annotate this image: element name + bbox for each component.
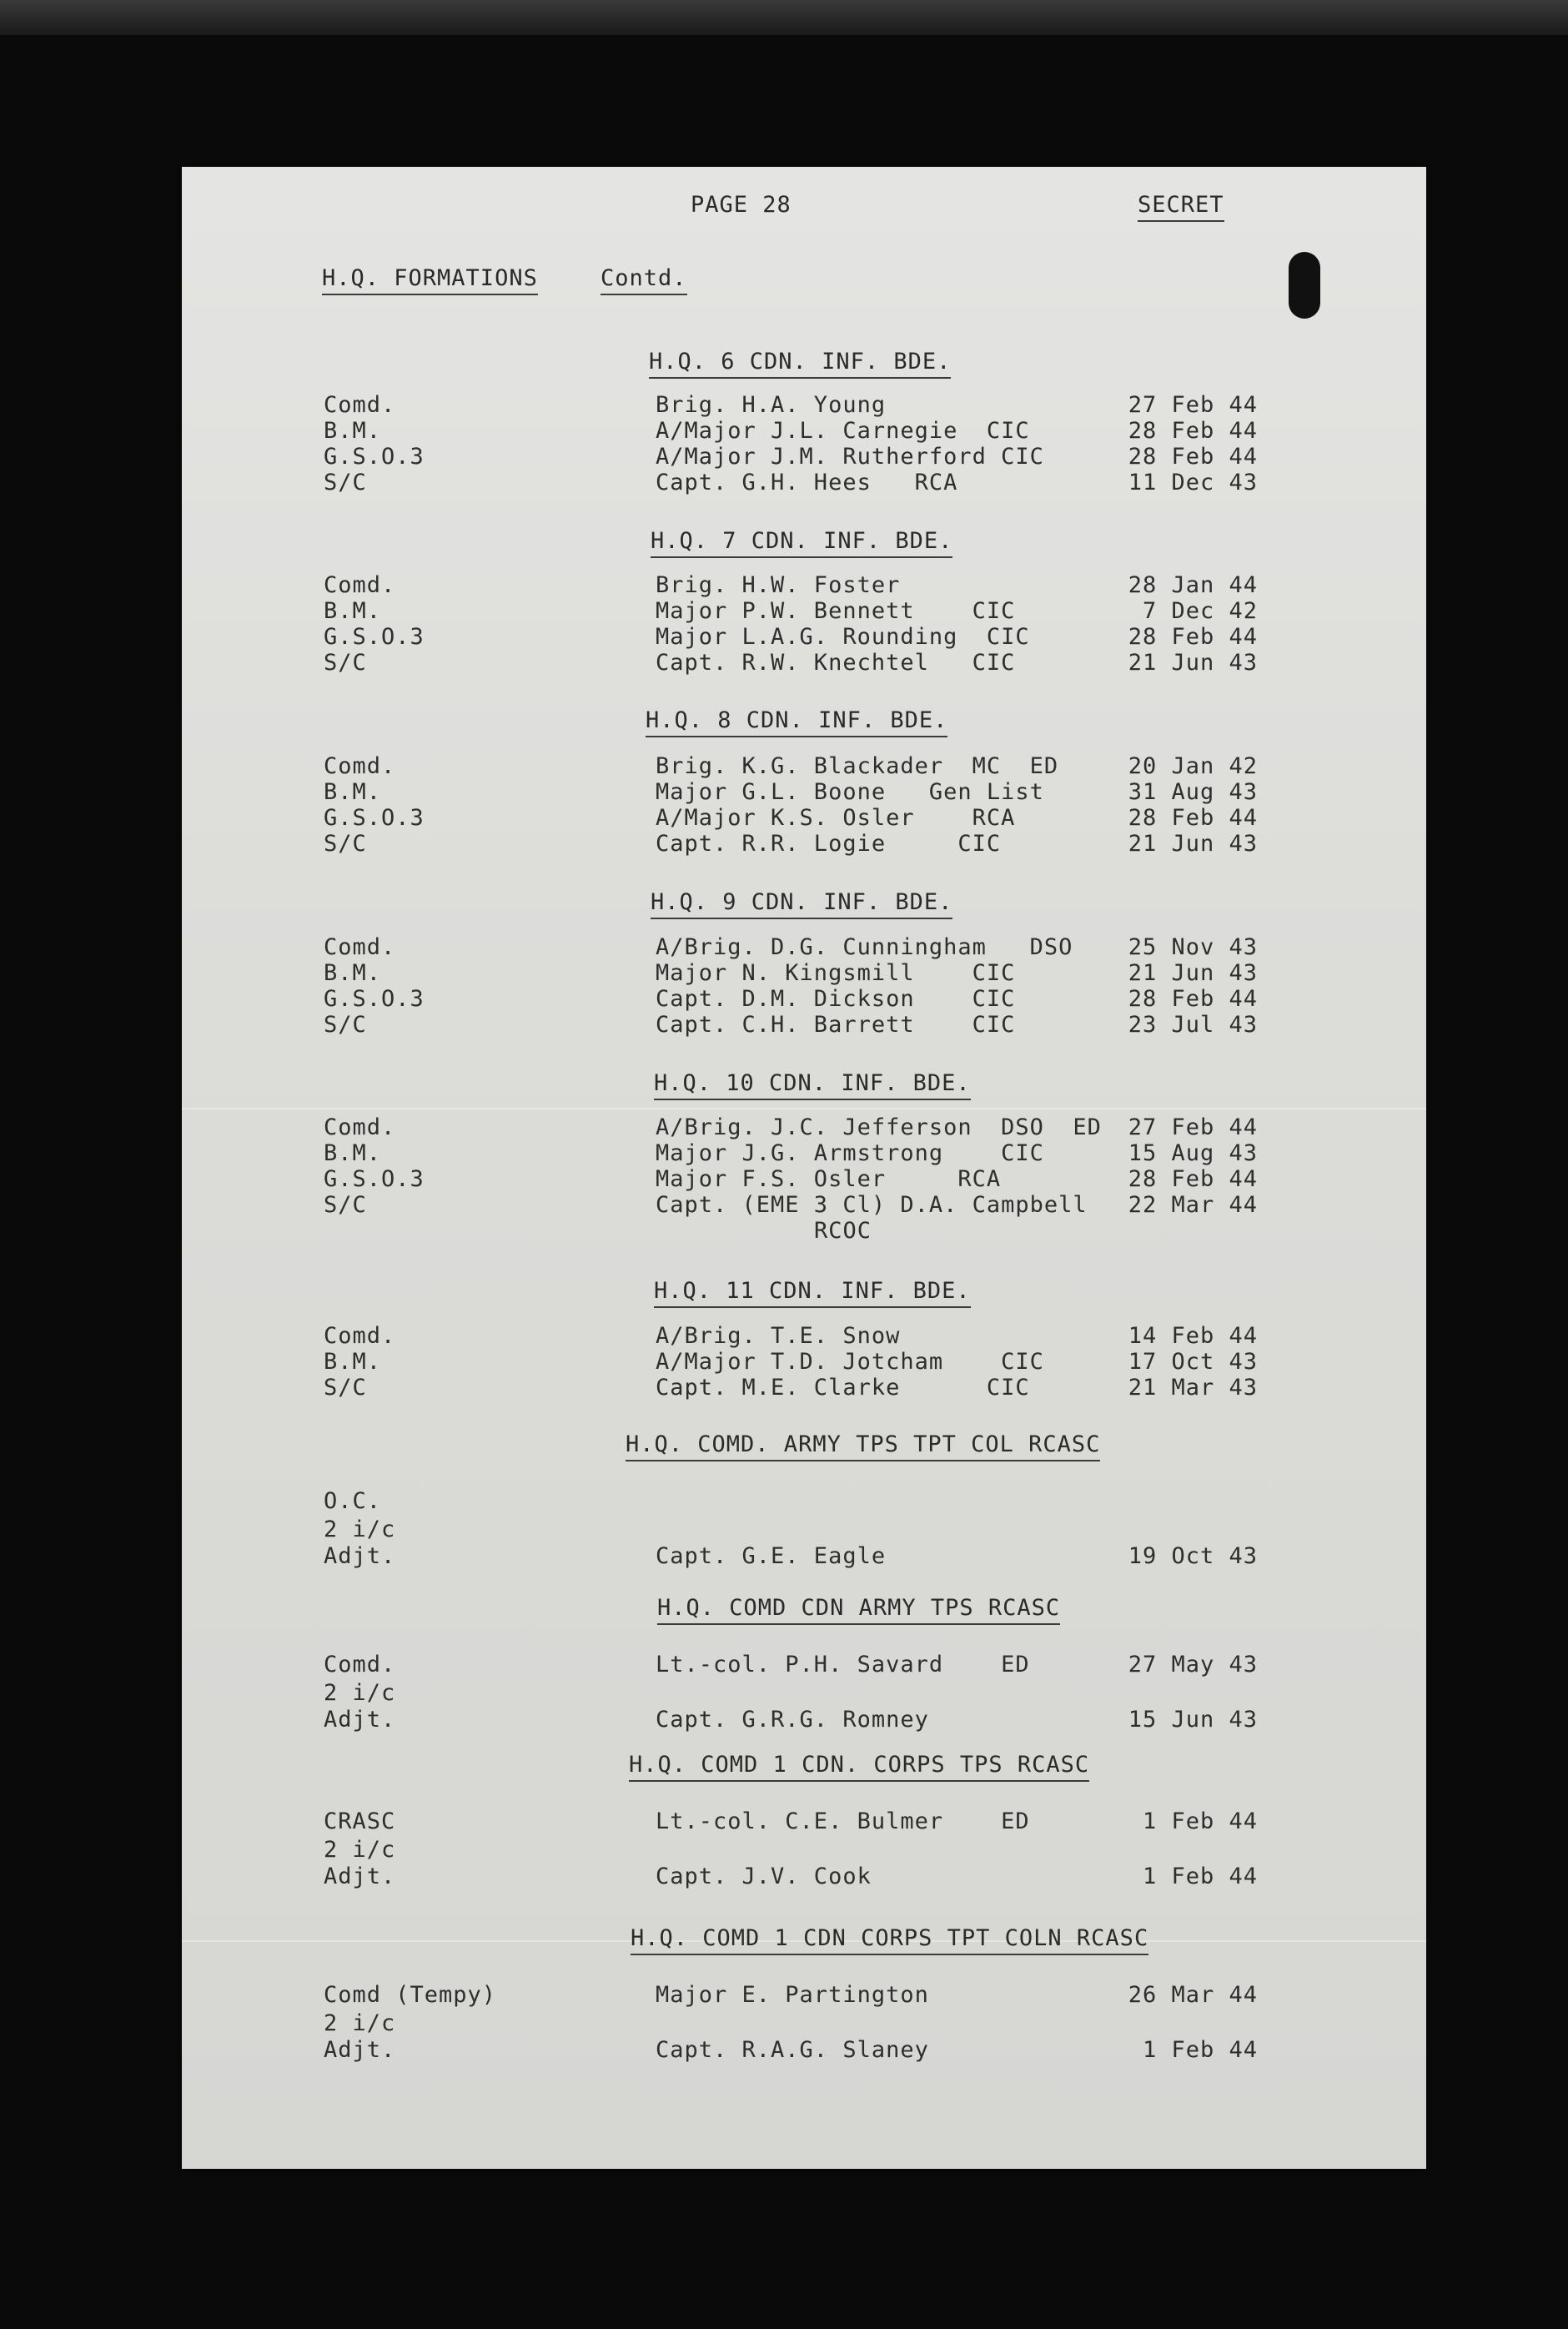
appointment-label: B.M. xyxy=(324,1140,382,1166)
appointment-date: 31 Aug 43 xyxy=(1128,779,1258,805)
appointment-label: G.S.O.3 xyxy=(324,1166,425,1192)
appointment-date: 28 Feb 44 xyxy=(1128,418,1258,444)
appointment-date: 28 Feb 44 xyxy=(1128,1166,1258,1192)
officer-name: Major P.W. Bennett CIC xyxy=(656,598,1016,624)
officer-name: Major F.S. Osler RCA xyxy=(656,1166,1002,1192)
scan-top-edge xyxy=(0,0,1568,35)
appointment-label: O.C. xyxy=(324,1488,382,1514)
appointment-date: 23 Jul 43 xyxy=(1128,1012,1258,1038)
appointment-label: Comd. xyxy=(324,1323,396,1349)
appointment-label: Comd (Tempy) xyxy=(324,1982,497,2008)
appointment-label: 2 i/c xyxy=(324,1837,396,1863)
appointment-label: Comd. xyxy=(324,934,396,960)
appointment-label: B.M. xyxy=(324,1349,382,1375)
appointment-date: 7 Dec 42 xyxy=(1142,598,1258,624)
appointment-label: Comd. xyxy=(324,753,396,779)
classification-label: SECRET xyxy=(1138,192,1224,222)
officer-name: Brig. H.W. Foster xyxy=(656,572,901,598)
appointment-date: 21 Jun 43 xyxy=(1128,960,1258,986)
appointment-label: B.M. xyxy=(324,598,382,624)
officer-name: Brig. H.A. Young xyxy=(656,392,887,418)
officer-name: Capt. G.H. Hees RCA xyxy=(656,470,958,495)
appointment-date: 17 Oct 43 xyxy=(1128,1349,1258,1375)
appointment-date: 28 Feb 44 xyxy=(1128,624,1258,650)
page-number: PAGE 28 xyxy=(691,192,792,218)
officer-name: Brig. K.G. Blackader MC ED xyxy=(656,753,1059,779)
officer-name: Major L.A.G. Rounding CIC xyxy=(656,624,1030,650)
officer-name: Major J.G. Armstrong CIC xyxy=(656,1140,1044,1166)
appointment-date: 27 May 43 xyxy=(1128,1652,1258,1678)
appointment-label: G.S.O.3 xyxy=(324,805,425,831)
officer-name: A/Major J.L. Carnegie CIC xyxy=(656,418,1030,444)
officer-name: Capt. D.M. Dickson CIC xyxy=(656,986,1016,1012)
appointment-label: 2 i/c xyxy=(324,1517,396,1542)
block-heading: H.Q. 11 CDN. INF. BDE. xyxy=(654,1278,971,1308)
appointment-label: Comd. xyxy=(324,1114,396,1140)
appointment-date: 15 Aug 43 xyxy=(1128,1140,1258,1166)
appointment-date: 25 Nov 43 xyxy=(1128,934,1258,960)
appointment-date: 27 Feb 44 xyxy=(1128,392,1258,418)
block-heading: H.Q. 8 CDN. INF. BDE. xyxy=(646,707,947,737)
officer-name: Capt. M.E. Clarke CIC xyxy=(656,1375,1030,1401)
officer-name: Lt.-col. C.E. Bulmer ED xyxy=(656,1808,1030,1834)
appointment-date: 28 Feb 44 xyxy=(1128,805,1258,831)
officer-name: A/Brig. T.E. Snow xyxy=(656,1323,901,1349)
appointment-label: Comd. xyxy=(324,392,396,418)
appointment-date: 20 Jan 42 xyxy=(1128,753,1258,779)
appointment-label: 2 i/c xyxy=(324,1680,396,1706)
officer-name: Major N. Kingsmill CIC xyxy=(656,960,1016,986)
appointment-label: B.M. xyxy=(324,779,382,805)
appointment-date: 22 Mar 44 xyxy=(1128,1192,1258,1218)
appointment-date: 28 Feb 44 xyxy=(1128,444,1258,470)
appointment-label: Adjt. xyxy=(324,1543,396,1569)
block-heading: H.Q. 10 CDN. INF. BDE. xyxy=(654,1070,971,1100)
appointment-label: S/C xyxy=(324,1375,367,1401)
officer-name: A/Brig. J.C. Jefferson DSO ED xyxy=(656,1114,1102,1140)
appointment-label: S/C xyxy=(324,831,367,857)
appointment-label: 2 i/c xyxy=(324,2010,396,2036)
appointment-label: S/C xyxy=(324,470,367,495)
appointment-date: 28 Jan 44 xyxy=(1128,572,1258,598)
block-heading: H.Q. COMD. ARMY TPS TPT COL RCASC xyxy=(626,1431,1100,1461)
appointment-date: 19 Oct 43 xyxy=(1128,1543,1258,1569)
block-heading: H.Q. 7 CDN. INF. BDE. xyxy=(651,528,952,558)
appointment-date: 27 Feb 44 xyxy=(1128,1114,1258,1140)
officer-name: Major E. Partington xyxy=(656,1982,929,2008)
officer-name: A/Major T.D. Jotcham CIC xyxy=(656,1349,1044,1375)
block-heading: H.Q. 9 CDN. INF. BDE. xyxy=(651,889,952,919)
block-heading: H.Q. COMD 1 CDN CORPS TPT COLN RCASC xyxy=(631,1925,1148,1955)
appointment-date: 1 Feb 44 xyxy=(1142,1808,1258,1834)
officer-name: Capt. G.E. Eagle xyxy=(656,1543,887,1569)
appointment-date: 11 Dec 43 xyxy=(1128,470,1258,495)
officer-name: Capt. R.R. Logie CIC xyxy=(656,831,1002,857)
appointment-date: 21 Jun 43 xyxy=(1128,650,1258,676)
officer-name: Capt. R.A.G. Slaney xyxy=(656,2037,929,2063)
fold-crease xyxy=(182,1108,1426,1109)
appointment-label: G.S.O.3 xyxy=(324,444,425,470)
appointment-date: 28 Feb 44 xyxy=(1128,986,1258,1012)
appointment-label: S/C xyxy=(324,1192,367,1218)
section-title: H.Q. FORMATIONS xyxy=(322,265,538,295)
appointment-label: Adjt. xyxy=(324,1864,396,1889)
block-heading: H.Q. COMD CDN ARMY TPS RCASC xyxy=(657,1595,1060,1625)
appointment-label: B.M. xyxy=(324,418,382,444)
officer-name: RCOC xyxy=(814,1218,872,1244)
officer-name: Major G.L. Boone Gen List xyxy=(656,779,1044,805)
officer-name: Lt.-col. P.H. Savard ED xyxy=(656,1652,1030,1678)
appointment-label: S/C xyxy=(324,650,367,676)
officer-name: Capt. (EME 3 Cl) D.A. Campbell xyxy=(656,1192,1088,1218)
appointment-label: Adjt. xyxy=(324,2037,396,2063)
block-heading: H.Q. 6 CDN. INF. BDE. xyxy=(649,349,951,379)
punch-hole-mark xyxy=(1289,252,1320,319)
appointment-date: 15 Jun 43 xyxy=(1128,1707,1258,1733)
appointment-date: 26 Mar 44 xyxy=(1128,1982,1258,2008)
appointment-label: B.M. xyxy=(324,960,382,986)
officer-name: Capt. R.W. Knechtel CIC xyxy=(656,650,1016,676)
officer-name: A/Brig. D.G. Cunningham DSO xyxy=(656,934,1073,960)
appointment-label: G.S.O.3 xyxy=(324,624,425,650)
block-heading: H.Q. COMD 1 CDN. CORPS TPS RCASC xyxy=(629,1752,1089,1782)
appointment-date: 21 Jun 43 xyxy=(1128,831,1258,857)
appointment-label: Comd. xyxy=(324,572,396,598)
officer-name: Capt. J.V. Cook xyxy=(656,1864,872,1889)
document-page xyxy=(182,167,1426,2169)
appointment-label: S/C xyxy=(324,1012,367,1038)
appointment-date: 14 Feb 44 xyxy=(1128,1323,1258,1349)
appointment-label: CRASC xyxy=(324,1808,396,1834)
officer-name: Capt. C.H. Barrett CIC xyxy=(656,1012,1016,1038)
officer-name: A/Major K.S. Osler RCA xyxy=(656,805,1016,831)
appointment-date: 1 Feb 44 xyxy=(1142,2037,1258,2063)
appointment-date: 21 Mar 43 xyxy=(1128,1375,1258,1401)
appointment-label: Comd. xyxy=(324,1652,396,1678)
section-title-contd: Contd. xyxy=(601,265,687,295)
appointment-date: 1 Feb 44 xyxy=(1142,1864,1258,1889)
appointment-label: Adjt. xyxy=(324,1707,396,1733)
officer-name: A/Major J.M. Rutherford CIC xyxy=(656,444,1044,470)
officer-name: Capt. G.R.G. Romney xyxy=(656,1707,929,1733)
appointment-label: G.S.O.3 xyxy=(324,986,425,1012)
